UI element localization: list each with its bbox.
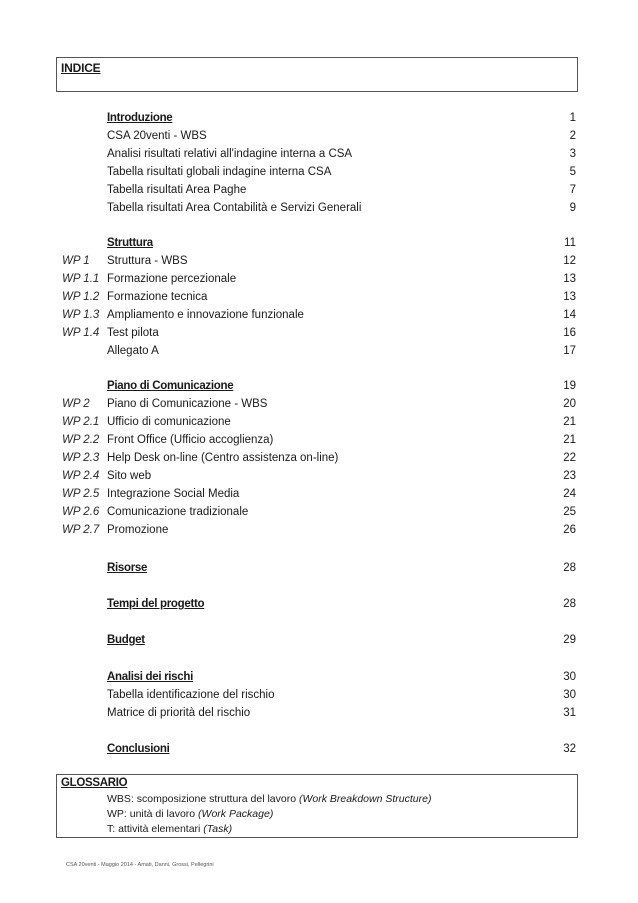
glossary-term: WP: unità di lavoro [107, 808, 199, 820]
toc-entry [0, 686, 638, 704]
toc-label: Sito web [107, 470, 152, 482]
toc-label: Help Desk on-line (Centro assistenza on-line) [107, 452, 339, 464]
toc-page-number: 24 [563, 488, 576, 500]
toc-wp-code: WP 1.4 [62, 327, 100, 339]
toc-wp-code: WP 1.3 [62, 309, 100, 321]
toc-section-heading [0, 377, 638, 395]
toc-label: Ufficio di comunicazione [107, 416, 231, 428]
toc-page-number: 31 [563, 707, 576, 719]
glossary-item [107, 822, 232, 837]
toc-label: Budget [107, 634, 145, 646]
toc-section-heading [0, 109, 638, 127]
toc-entry [0, 467, 638, 485]
toc-page-number: 21 [563, 416, 576, 428]
toc-label: CSA 20venti - WBS [107, 130, 207, 142]
toc-page-number: 13 [563, 273, 576, 285]
toc-entry [0, 485, 638, 503]
toc-wp-code: WP 2 [62, 398, 90, 410]
toc-page-number: 28 [563, 562, 576, 574]
glossary-term-english: (Work Breakdown Structure) [299, 793, 432, 805]
toc-wp-code: WP 1.1 [62, 273, 100, 285]
toc-entry [0, 145, 638, 163]
toc-entry [0, 413, 638, 431]
toc-label: Conclusioni [107, 743, 170, 755]
toc-label: Promozione [107, 524, 169, 536]
toc-entry [0, 127, 638, 145]
glossary-term: T: attività elementari [107, 823, 204, 835]
toc-page-number: 20 [563, 398, 576, 410]
toc-page-number: 1 [569, 112, 576, 124]
toc-entry [0, 270, 638, 288]
toc-label: Tabella risultati globali indagine interna CSA [107, 166, 332, 178]
glossario-box [56, 774, 578, 838]
toc-wp-code: WP 2.4 [62, 470, 100, 482]
toc-page-number: 21 [563, 434, 576, 446]
toc-label: Analisi risultati relativi all'indagine interna a CSA [107, 148, 353, 160]
toc-label: Tabella identificazione del rischio [107, 689, 275, 701]
toc-section-heading [0, 668, 638, 686]
toc-page-number: 11 [564, 237, 576, 249]
glossario-title: GLOSSARIO [61, 777, 128, 789]
toc-wp-code: WP 2.3 [62, 452, 100, 464]
toc-page-number: 23 [563, 470, 576, 482]
toc-label: Struttura - WBS [107, 255, 188, 267]
toc-page-number: 2 [569, 130, 576, 142]
toc-label: Tempi del progetto [107, 598, 205, 610]
indice-title: INDICE [61, 61, 101, 75]
toc-page-number: 25 [563, 506, 576, 518]
toc-section-heading [0, 631, 638, 649]
toc-label: Test pilota [107, 327, 159, 339]
toc-section-heading [0, 559, 638, 577]
toc-page-number: 14 [563, 309, 576, 321]
toc-page-number: 17 [563, 345, 576, 357]
toc-label: Integrazione Social Media [107, 488, 240, 500]
toc-entry [0, 306, 638, 324]
toc-page-number: 22 [563, 452, 576, 464]
toc-entry [0, 704, 638, 722]
glossary-item [107, 792, 431, 807]
toc-label: Tabella risultati Area Contabilità e Servizi Generali [107, 202, 362, 214]
toc-label: Front Office (Ufficio accoglienza) [107, 434, 274, 446]
toc-page-number: 13 [563, 291, 576, 303]
toc-page-number: 30 [563, 671, 576, 683]
toc-page-number: 7 [569, 184, 576, 196]
glossary-term: WBS: scomposizione struttura del lavoro [107, 793, 299, 805]
toc-wp-code: WP 1 [62, 255, 90, 267]
glossary-term-english: (Work Package) [198, 808, 274, 820]
toc-page-number: 19 [563, 380, 576, 392]
page-footer: CSA 20venti - Maggio 2014 - Amati, Danni, Grossi, Pellegrini [66, 862, 214, 868]
toc-wp-code: WP 2.6 [62, 506, 100, 518]
toc-wp-code: WP 2.1 [62, 416, 100, 428]
toc-page-number: 29 [563, 634, 576, 646]
toc-entry [0, 431, 638, 449]
toc-page-number: 30 [563, 689, 576, 701]
toc-entry [0, 252, 638, 270]
toc-entry [0, 521, 638, 539]
toc-label: Risorse [107, 562, 148, 574]
toc-label: Tabella risultati Area Paghe [107, 184, 247, 196]
toc-page-number: 26 [563, 524, 576, 536]
toc-page-number: 3 [569, 148, 576, 160]
toc-label: Comunicazione tradizionale [107, 506, 249, 518]
toc-entry [0, 163, 638, 181]
toc-label: Ampliamento e innovazione funzionale [107, 309, 304, 321]
toc-label: Introduzione [107, 112, 173, 124]
glossary-item [107, 807, 273, 822]
toc-page-number: 28 [563, 598, 576, 610]
toc-label: Formazione percezionale [107, 273, 237, 285]
toc-label: Formazione tecnica [107, 291, 208, 303]
toc-entry [0, 449, 638, 467]
toc-section-heading [0, 595, 638, 613]
glossary-term-english: (Task) [203, 823, 233, 835]
toc-page-number: 12 [563, 255, 576, 267]
toc-entry [0, 342, 638, 360]
toc-wp-code: WP 2.5 [62, 488, 100, 500]
toc-page-number: 32 [563, 743, 576, 755]
toc-section-heading [0, 740, 638, 758]
toc-label: Piano di Comunicazione [107, 380, 234, 392]
toc-label: Piano di Comunicazione - WBS [107, 398, 268, 410]
toc-entry [0, 503, 638, 521]
toc-wp-code: WP 2.2 [62, 434, 100, 446]
toc-entry [0, 324, 638, 342]
toc-entry [0, 288, 638, 306]
toc-wp-code: WP 2.7 [62, 524, 100, 536]
toc-entry [0, 395, 638, 413]
toc-page-number: 16 [563, 327, 576, 339]
toc-label: Matrice di priorità del rischio [107, 707, 251, 719]
toc-entry [0, 181, 638, 199]
toc-label: Struttura [107, 237, 153, 249]
toc-wp-code: WP 1.2 [62, 291, 100, 303]
toc-entry [0, 199, 638, 217]
toc-page-number: 9 [569, 202, 576, 214]
toc-page-number: 5 [569, 166, 576, 178]
indice-header-box [56, 57, 578, 92]
toc-section-heading [0, 234, 638, 252]
toc-label: Analisi dei rischi [107, 671, 193, 683]
toc-label: Allegato A [107, 345, 159, 357]
